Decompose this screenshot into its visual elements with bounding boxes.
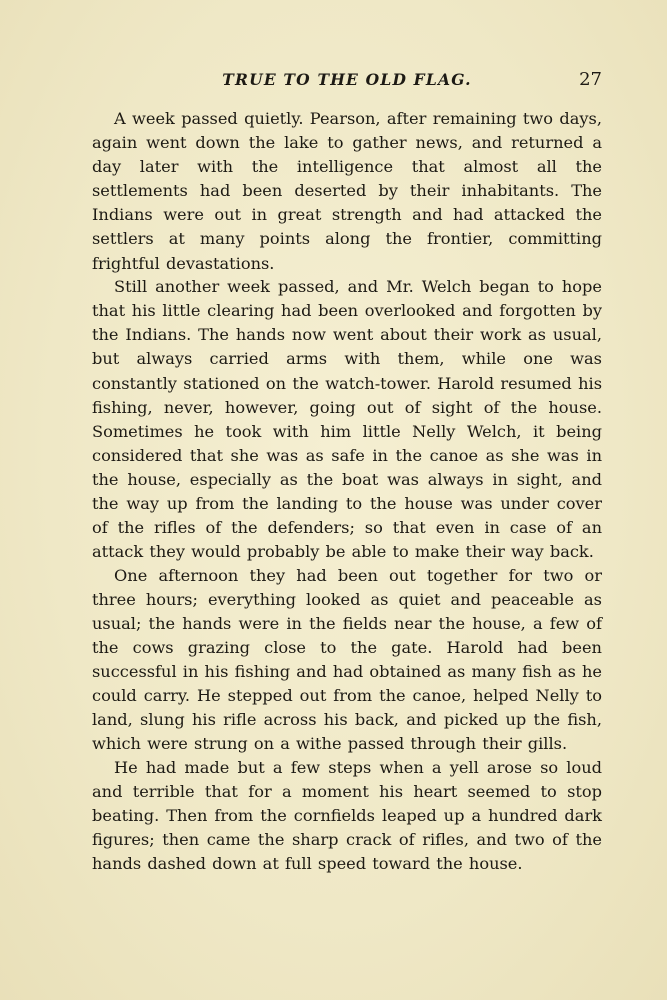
running-head [92, 70, 602, 94]
page-number: 27 [579, 69, 602, 90]
paragraph-1: A week passed quietly. Pearson, after remaining two days, again went down the lake to gather news, and returned a day later with the intelligence that almost all the settlements had been deserted by their inhabitants. The Indians were out in great strength and had attacked the settlers at many points along the frontier, committing frightful devastations. [92, 109, 602, 273]
body-text [92, 107, 602, 876]
paragraph-2: Still another week passed, and Mr. Welch began to hope that his little clearing had been overlooked and forgotten by the Indians. The hands now went about their work as usual, but always carried arms with them, while one was constantly stationed on the watch-tower. Harold resumed his fishing, never, however, going out of sight of the house. Sometimes he took with him little Nelly Welch, it being considered that she was as safe in the canoe as she was in the house, especially as the boat was always in sight, and the way up from the landing to the house was under cover of the rifles of the defenders; so that even in case of an attack they would probably be able to make their way back. [92, 277, 602, 562]
paragraph-4: He had made but a few steps when a yell arose so loud and terrible that for a moment his heart seemed to stop beating. Then from the cornfields leaped up a hundred dark figures; then came the sharp crack of rifles, and two of the hands dashed down at full speed toward the house. [92, 758, 602, 874]
running-title: TRUE TO THE OLD FLAG. [222, 70, 472, 89]
paragraph-3: One afternoon they had been out together for two or three hours; everything looked as quiet and peaceable as usual; the hands were in the fields near the house, a few of the cows grazing close to the gate. Harold had been successful in his fishing and had obtained as many fish as he could carry. He stepped out from the canoe, helped Nelly to land, slung his rifle across his back, and picked up the fish, which were strung on a withe passed through their gills. [92, 565, 602, 754]
